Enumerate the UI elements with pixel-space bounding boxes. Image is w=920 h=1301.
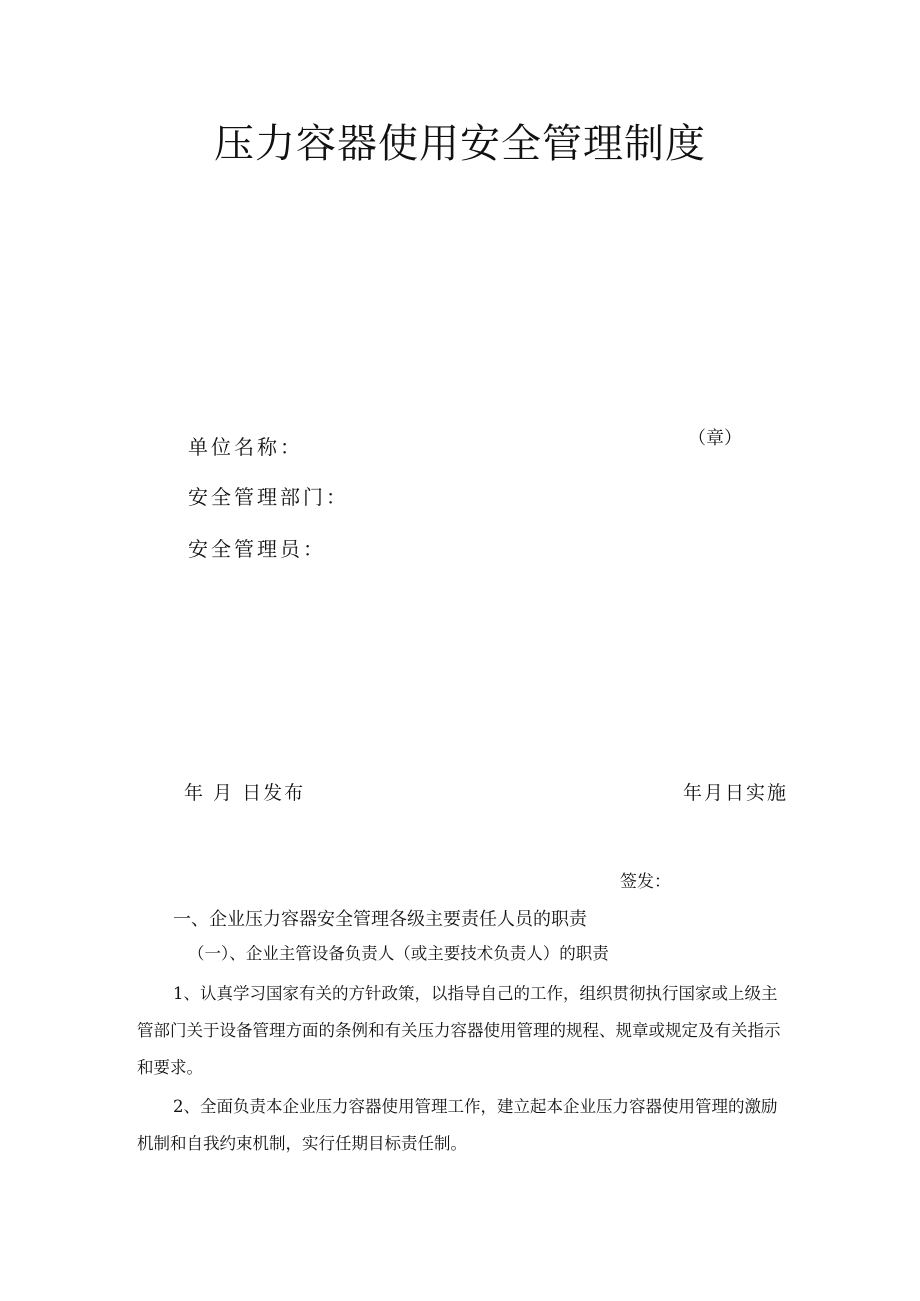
document-title: 压力容器使用安全管理制度 [214,121,706,167]
paragraph-2: 2、全面负责本企业压力容器使用管理工作，建立起本企业压力容器使用管理的激励机制和自我约束机制，实行任期目标责任制。 [137,1097,778,1153]
implement-date: 年月日实施 [683,782,789,804]
safety-officer-label: 安全管理员： [188,537,326,561]
issuer-label: 签发： [620,872,671,892]
subsection-heading: （一）、企业主管设备负责人（或主要技术负责人）的职责 [188,944,609,963]
section-heading: 一、企业压力容器安全管理各级主要责任人员的职责 [173,909,587,930]
safety-department-label: 安全管理部门： [188,485,349,509]
unit-name-label: 单位名称： [188,435,303,459]
seal-mark: （章） [688,428,742,449]
publish-date: 年 月 日发布 [184,782,306,804]
paragraph-1: 1、认真学习国家有关的方针政策，以指导自己的工作，组织贯彻执行国家或上级主管部门关于设备管理方面的条例和有关压力容器使用管理的规程、规章或规定及有关指示和要求。 [137,984,781,1077]
